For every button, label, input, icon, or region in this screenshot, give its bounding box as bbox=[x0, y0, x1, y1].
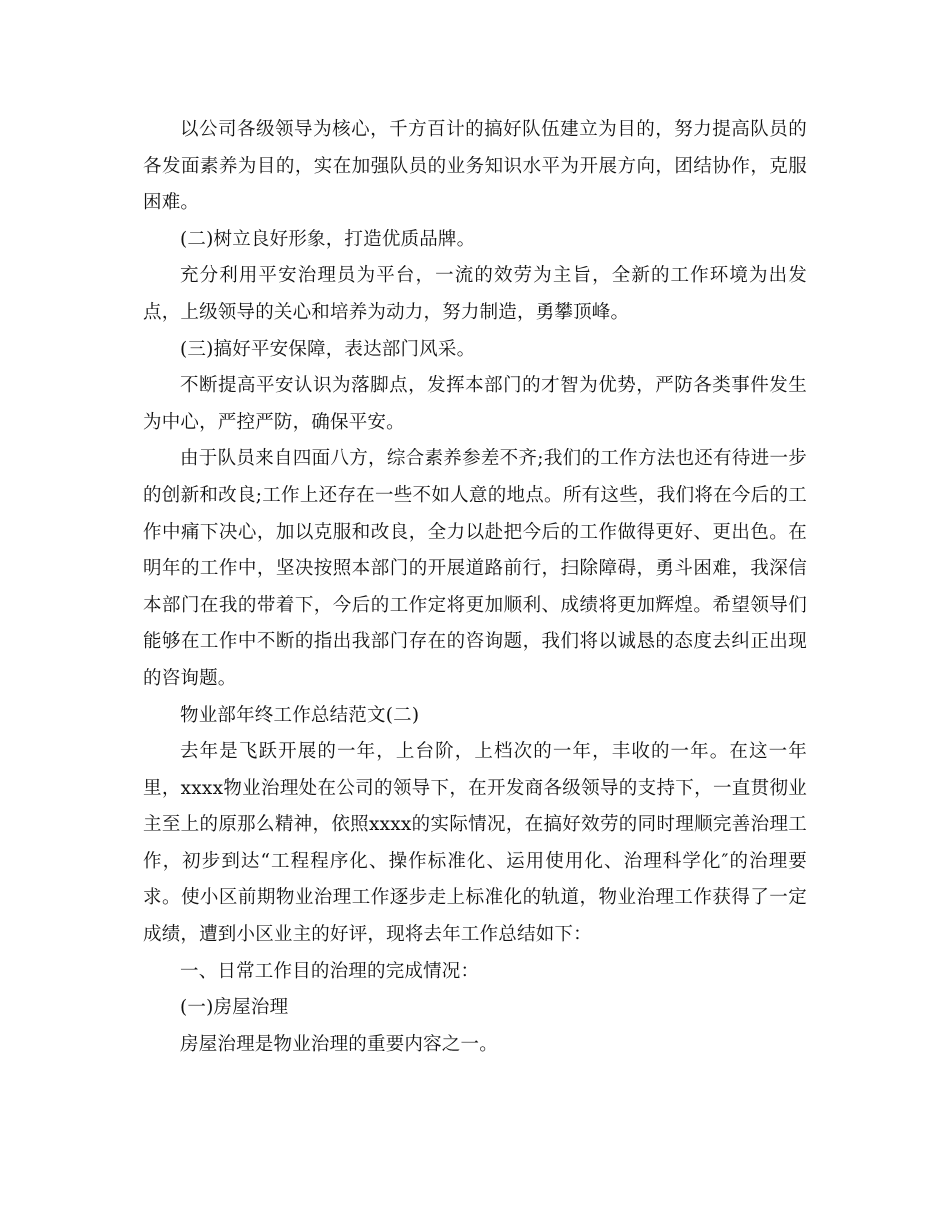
paragraph-8: 去年是飞跃开展的一年，上台阶，上档次的一年，丰收的一年。在这一年里，xxxx物业治理处在公司的领导下，在开发商各级领导的支持下，一直贯彻业主至上的原那么精神，依照xxxx的实际情况，在搞好效劳的同时理顺完善治理工作，初步到达“工程程序化、操作标准化、运用使用化、治理科学化″的治理要求。使小区前期物业治理工作逐步走上标准化的轨道，物业治理工作获得了一定成绩，遭到小区业主的好评，现将去年工作总结如下： bbox=[143, 741, 807, 946]
paragraph-5: 不断提高平安认识为落脚点，发挥本部门的才智为优势，严防各类事件发生为中心，严控严防，确保平安。 bbox=[143, 375, 807, 433]
heading-section-1: 一、日常工作目的治理的完成情况： bbox=[180, 960, 480, 982]
section-title: 物业部年终工作总结范文(二) bbox=[180, 704, 420, 726]
document-body bbox=[143, 112, 807, 1063]
heading-3: (三)搞好平安保障，表达部门风采。 bbox=[180, 338, 476, 360]
paragraph-3: 充分利用平安治理员为平台，一流的效劳为主旨，全新的工作环境为出发点，上级领导的关心和培养为动力，努力制造，勇攀顶峰。 bbox=[143, 265, 807, 323]
heading-2: (二)树立良好形象，打造优质品牌。 bbox=[180, 228, 476, 250]
paragraph-6: 由于队员来自四面八方，综合素养参差不齐;我们的工作方法也还有待进一步的创新和改良;工作上还存在一些不如人意的地点。所有这些，我们将在今后的工作中痛下决心，加以克服和改良，全力以赴把今后的工作做得更好、更出色。在明年的工作中，坚决按照本部门的开展道路前行，扫除障碍，勇斗困难，我深信本部门在我的带着下，今后的工作定将更加顺利、成绩将更加辉煌。希望领导们能够在工作中不断的指出我部门存在的咨询题，我们将以诚恳的态度去纠正出现的咨询题。 bbox=[143, 448, 807, 689]
paragraph-11: 房屋治理是物业治理的重要内容之一。 bbox=[180, 1033, 498, 1055]
paragraph-1: 以公司各级领导为核心，千方百计的搞好队伍建立为目的，努力提高队员的各发面素养为目的，实在加强队员的业务知识水平为开展方向，团结协作，克服困难。 bbox=[143, 119, 807, 214]
heading-subsection-1: (一)房屋治理 bbox=[180, 997, 289, 1019]
